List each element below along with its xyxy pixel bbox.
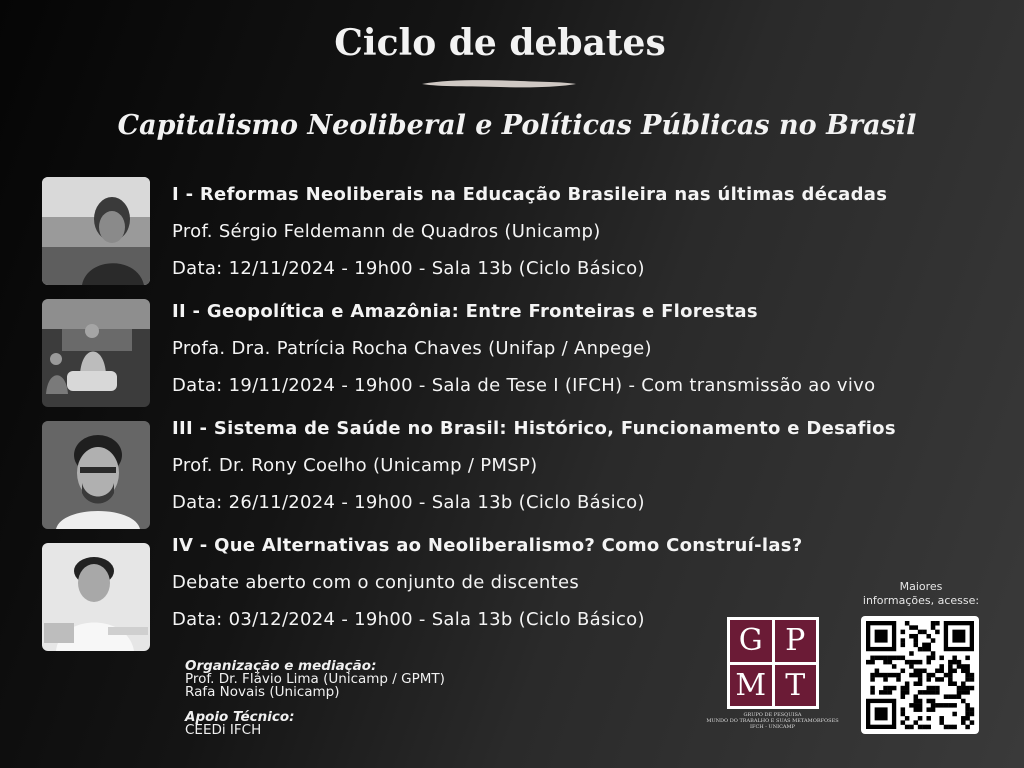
session-speaker: Profa. Dra. Patrícia Rocha Chaves (Unifap / Anpege) — [172, 338, 652, 359]
session-date: Data: 12/11/2024 - 19h00 - Sala 13b (Ciclo Básico) — [172, 258, 645, 279]
logo-caption — [690, 712, 855, 730]
logo-letter-g: G — [730, 620, 772, 662]
speaker-photo-3 — [42, 421, 150, 529]
session-1 — [172, 180, 1002, 291]
session-3 — [172, 414, 1002, 525]
session-date: Data: 03/12/2024 - 19h00 - Sala 13b (Ciclo Básico) — [172, 609, 645, 630]
org-line-2: Rafa Novais (Unicamp) — [185, 684, 340, 700]
logo-caption-line-3: IFCH - UNICAMP — [750, 724, 795, 730]
logo-letter-p: P — [775, 620, 817, 662]
logo-caption-line-2: MUNDO DO TRABALHO E SUAS METAMORFOSES — [706, 718, 839, 724]
logo-letter-t: T — [775, 665, 817, 707]
brush-divider — [420, 78, 578, 90]
session-date: Data: 26/11/2024 - 19h00 - Sala 13b (Ciclo Básico) — [172, 492, 645, 513]
support-heading: Apoio Técnico: — [185, 709, 295, 725]
session-date: Data: 19/11/2024 - 19h00 - Sala de Tese I (IFCH) - Com transmissão ao vivo — [172, 375, 876, 396]
qr-label — [848, 580, 994, 608]
org-heading: Organização e mediação: — [185, 658, 377, 674]
logo-letter-m: M — [730, 665, 772, 707]
session-title: III - Sistema de Saúde no Brasil: Histórico, Funcionamento e Desafios — [172, 418, 896, 439]
session-2 — [172, 297, 1002, 408]
speaker-photo-2 — [42, 299, 150, 407]
qr-label-line-2: informações, acesse: — [862, 594, 980, 607]
logo-caption-line-1: GRUPO DE PESQUISA — [743, 712, 802, 718]
session-title: IV - Que Alternativas ao Neoliberalismo? Como Construí-las? — [172, 535, 803, 556]
organization-block — [185, 660, 445, 737]
page-subtitle: Capitalismo Neoliberal e Políticas Públicas no Brasil — [117, 110, 917, 141]
session-speaker: Prof. Dr. Rony Coelho (Unicamp / PMSP) — [172, 455, 538, 476]
session-title: I - Reformas Neoliberais na Educação Brasileira nas últimas décadas — [172, 184, 888, 205]
page-title: Ciclo de debates — [334, 22, 666, 64]
qr-label-line-1: Maiores — [899, 580, 943, 593]
speaker-photo-4 — [42, 543, 150, 651]
qr-code-icon[interactable] — [861, 616, 979, 734]
org-line-1: Prof. Dr. Flávio Lima (Unicamp / GPMT) — [185, 671, 445, 687]
session-title: II - Geopolítica e Amazônia: Entre Fronteiras e Florestas — [172, 301, 758, 322]
support-line: CEEDi IFCH — [185, 722, 262, 738]
session-speaker: Prof. Sérgio Feldemann de Quadros (Unicamp) — [172, 221, 601, 242]
speaker-photo-1 — [42, 177, 150, 285]
session-speaker: Debate aberto com o conjunto de discentes — [172, 572, 580, 593]
gpmt-logo — [727, 617, 819, 709]
